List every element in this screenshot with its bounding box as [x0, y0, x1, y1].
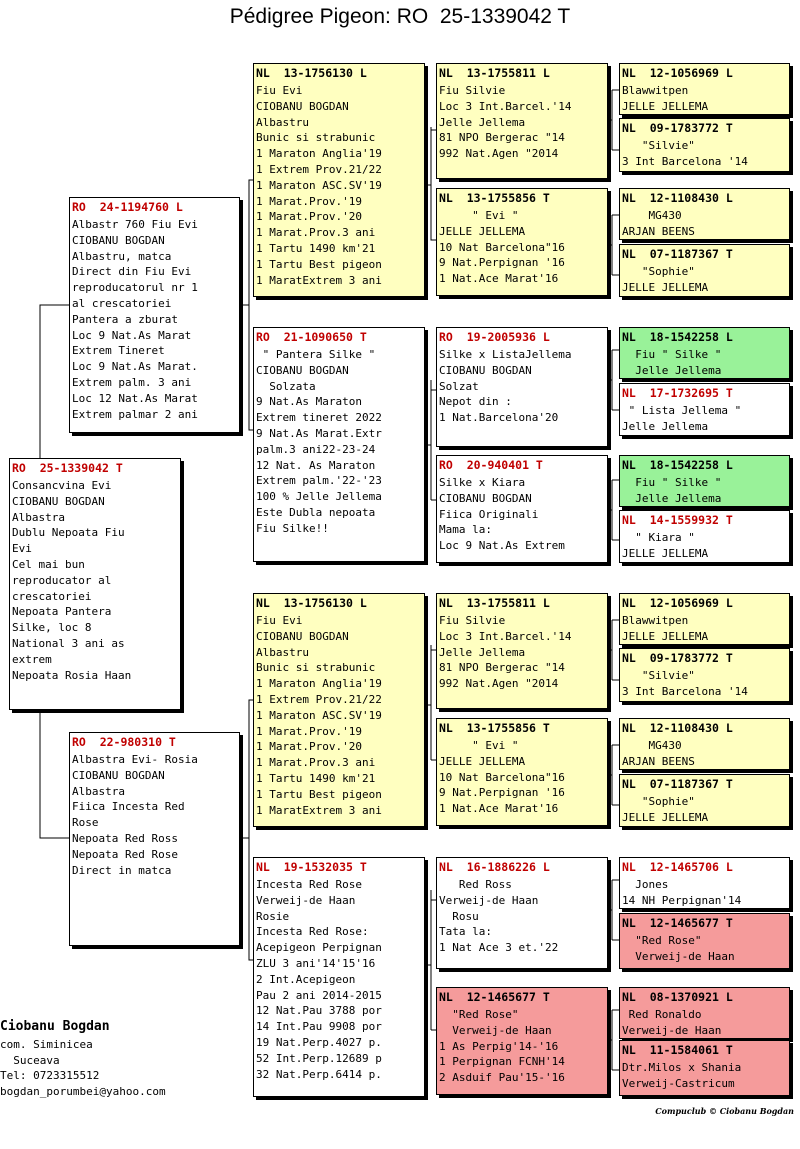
ring-number: NL 08-1370921 L [622, 990, 733, 1004]
card-line: 1 Marat.Prov.'19 [256, 194, 362, 208]
card-line: CIOBANU BOGDAN [72, 768, 165, 782]
card-line: 1 Maraton ASC.SV'19 [256, 178, 382, 192]
pedigree-card-g5[interactable] [619, 327, 790, 379]
card-lines [437, 475, 607, 554]
card-line: 1 Extrem Prov.21/22 [256, 162, 382, 176]
card-line: Rose [72, 816, 99, 830]
card-line: Rosie [256, 909, 290, 923]
card-lines [620, 1060, 789, 1091]
pedigree-card-sds[interactable] [436, 327, 608, 447]
ring-number: RO 21-1090650 T [256, 330, 367, 344]
pedigree-card-g1[interactable] [619, 63, 790, 115]
card-line: 10 Nat Barcelona"16 [439, 770, 565, 784]
card-line: 2 Asduif Pau'15-'16 [439, 1071, 565, 1085]
card-line: palm.3 ani22-23-24 [256, 442, 376, 456]
card-lines [620, 264, 789, 295]
card-line: JELLE JELLEMA [439, 754, 526, 768]
card-line: 1 Marat.Prov.'20 [256, 740, 362, 754]
card-line: Fiu Silke!! [256, 521, 329, 535]
card-line: 1 Marat.Prov.3 ani [256, 756, 376, 770]
card-lines [254, 877, 424, 1082]
card-line: CIOBANU BOGDAN [256, 363, 349, 377]
credit-footer: Compuclub © Ciobanu Bogdan [655, 1106, 794, 1116]
ring-number: NL 17-1732695 T [622, 386, 733, 400]
card-lines [254, 347, 424, 537]
pedigree-card-g14[interactable] [619, 913, 790, 969]
card-lines [620, 403, 789, 434]
card-line: Loc 9 Nat.As Marat [72, 328, 192, 342]
card-line: 1 Tartu Best pigeon [256, 257, 382, 271]
card-line: 9 Nat.As Marat.Extr [256, 426, 382, 440]
card-line: 100 % Jelle Jellema [256, 490, 382, 504]
owner-address-2: Suceava [0, 1053, 60, 1067]
ring-number: NL 13-1755811 L [439, 66, 550, 80]
pedigree-card-g11[interactable] [619, 718, 790, 770]
card-line: " Evi " [439, 209, 519, 222]
card-line: Fiu Evi [256, 614, 303, 627]
pedigree-card-ds[interactable] [253, 593, 425, 827]
card-line: 1 Maraton Anglia'19 [256, 147, 382, 161]
card-line: Jelle Jellema [622, 491, 722, 505]
ring-number: NL 07-1187367 T [622, 247, 733, 261]
card-line: Albastru [256, 645, 309, 659]
card-line: Red Ronaldo [622, 1008, 702, 1021]
card-line: Loc 12 Nat.As Marat [72, 391, 198, 405]
card-lines [10, 478, 180, 683]
card-lines [620, 877, 789, 908]
card-line: Nepot din : [439, 395, 512, 409]
owner-phone: Tel: 0723315512 [0, 1069, 100, 1082]
card-line: 1 Extrem Prov.21/22 [256, 692, 382, 706]
card-line: 12 Nat. As Maraton [256, 458, 376, 472]
card-line: JELLE JELLEMA [439, 224, 526, 238]
card-line: 9 Nat.As Maraton [256, 395, 362, 409]
pedigree-card-g13[interactable] [619, 857, 790, 909]
card-line: Loc 9 Nat.As Extrem [439, 539, 565, 553]
card-line: Nepoata Pantera [12, 605, 112, 619]
card-line: 2 Int.Acepigeon [256, 972, 356, 986]
card-lines [620, 83, 789, 114]
card-line: Tata la: [439, 925, 492, 939]
card-line: Nepoata Red Rose [72, 847, 178, 861]
pedigree-card-g8[interactable] [619, 510, 790, 563]
pedigree-card-g4[interactable] [619, 244, 790, 297]
card-line: Dtr.Milos x Shania [622, 1061, 742, 1074]
card-line: 992 Nat.Agen "2014 [439, 677, 559, 691]
ring-number: RO 19-2005936 L [439, 330, 550, 344]
card-lines [620, 208, 789, 239]
pedigree-card-ssd[interactable] [436, 188, 608, 296]
card-line: 14 Int.Pau 9908 por [256, 1020, 382, 1034]
card-lines [620, 613, 789, 644]
card-line: CIOBANU BOGDAN [256, 99, 349, 113]
card-lines [437, 877, 607, 956]
card-lines [620, 1007, 789, 1038]
card-line: 1 Perpignan FCNH'14 [439, 1055, 565, 1069]
card-line: Direct din Fiu Evi [72, 265, 192, 279]
pedigree-card-g16[interactable] [619, 1040, 790, 1096]
card-line: 9 Nat.Perpignan '16 [439, 256, 565, 270]
pedigree-card-dd[interactable] [253, 857, 425, 1097]
card-line: 12 Nat.Pau 3788 por [256, 1004, 382, 1018]
card-line: "Sophie" [622, 795, 695, 808]
card-line: Direct in matca [72, 863, 172, 877]
card-line: "Silvie" [622, 139, 695, 152]
ring-number: NL 14-1559932 T [622, 513, 733, 527]
ring-number: NL 12-1056969 L [622, 66, 733, 80]
card-line: Verweij-de Haan [439, 1023, 552, 1037]
card-line: Evi [12, 542, 32, 556]
ring-number: NL 09-1783772 T [622, 651, 733, 665]
card-lines [437, 1007, 607, 1086]
card-line: 10 Nat Barcelona"16 [439, 240, 565, 254]
card-line: " Lista Jellema " [622, 404, 742, 417]
card-lines [70, 217, 239, 422]
card-line: 1 MaratExtrem 3 ani [256, 803, 382, 817]
ring-number: NL 12-1465677 T [439, 990, 550, 1004]
card-line: Jelle Jellema [622, 363, 722, 377]
ring-number: NL 16-1886226 L [439, 860, 550, 874]
pedigree-card-subject[interactable] [9, 458, 181, 710]
ring-number: RO 24-1194760 L [72, 200, 183, 214]
card-line: 81 NPO Bergerac "14 [439, 661, 565, 675]
owner-address-1: com. Siminicea [0, 1038, 93, 1051]
card-lines [620, 794, 789, 825]
card-line: JELLE JELLEMA [622, 546, 709, 560]
card-line: Incesta Red Rose: [256, 925, 369, 939]
card-line: 14 NH Perpignan'14 [622, 893, 742, 907]
card-line: Albastra [72, 784, 125, 798]
card-line: ARJAN BEENS [622, 224, 695, 238]
ring-number: NL 19-1532035 T [256, 860, 367, 874]
ring-number: NL 18-1542258 L [622, 330, 733, 344]
card-line: Loc 9 Nat.As Marat. [72, 360, 198, 374]
ring-number: NL 12-1108430 L [622, 721, 733, 735]
card-line: 19 Nat.Perp.4027 p. [256, 1035, 382, 1049]
card-line: MG430 [622, 209, 682, 222]
card-line: Acepigeon Perpignan [256, 941, 382, 955]
card-line: MG430 [622, 739, 682, 752]
card-line: Extrem tineret 2022 [256, 411, 382, 425]
card-line: Silke, loc 8 [12, 621, 92, 635]
card-line: 52 Int.Perp.12689 p [256, 1051, 382, 1065]
pedigree-card-g2[interactable] [619, 118, 790, 172]
card-line: 1 Nat.Barcelona'20 [439, 411, 559, 425]
card-line: Loc 3 Int.Barcel.'14 [439, 629, 572, 643]
card-line: al crescatoriei [72, 296, 172, 310]
card-line: Fiu " Silke " [622, 476, 722, 489]
ring-number: NL 13-1756130 L [256, 596, 367, 610]
card-line: Fiu Evi [256, 84, 303, 97]
ring-number: RO 20-940401 T [439, 458, 543, 472]
card-line: "Silvie" [622, 669, 695, 682]
card-line: CIOBANU BOGDAN [439, 363, 532, 377]
pedigree-card-sd[interactable] [253, 327, 425, 562]
card-line: Fiu Silvie [439, 614, 506, 627]
card-line: Fiu " Silke " [622, 348, 722, 361]
card-line: CIOBANU BOGDAN [72, 233, 165, 247]
pedigree-card-g6[interactable] [619, 383, 790, 436]
ring-number: NL 11-1584061 T [622, 1043, 733, 1057]
card-line: Cel mai bun [12, 557, 85, 571]
card-line: Este Dubla nepoata [256, 505, 376, 519]
card-line: Jones [622, 878, 669, 891]
card-line: extrem [12, 652, 52, 666]
card-line: Bunic si strabunic [256, 131, 376, 145]
card-line: "Red Rose" [622, 934, 702, 947]
card-line: 81 NPO Bergerac "14 [439, 131, 565, 145]
card-line: Fiu Silvie [439, 84, 506, 97]
ring-number: NL 07-1187367 T [622, 777, 733, 791]
card-line: 1 As Perpig'14-'16 [439, 1039, 559, 1053]
ring-number: RO 25-1339042 T [12, 461, 123, 475]
ring-number: NL 13-1755811 L [439, 596, 550, 610]
card-line: Blawwitpen [622, 614, 689, 627]
pedigree-card-dds[interactable] [436, 857, 608, 969]
card-line: JELLE JELLEMA [622, 629, 709, 643]
card-lines [620, 530, 789, 561]
pedigree-card-dsd[interactable] [436, 718, 608, 826]
card-lines [620, 475, 789, 506]
card-line: ZLU 3 ani'14'15'16 [256, 956, 376, 970]
card-line: 3 Int Barcelona '14 [622, 684, 748, 698]
card-line: Loc 3 Int.Barcel.'14 [439, 99, 572, 113]
card-line: 1 Nat.Ace Marat'16 [439, 272, 559, 286]
card-line: CIOBANU BOGDAN [256, 629, 349, 643]
card-line: Mama la: [439, 523, 492, 537]
card-line: Verweij-de Haan [622, 1023, 722, 1037]
card-line: Pantera a zburat [72, 312, 178, 326]
card-line: Solzat [439, 379, 479, 393]
card-lines [254, 613, 424, 818]
card-line: Bunic si strabunic [256, 661, 376, 675]
card-lines [620, 347, 789, 378]
pedigree-card-ddd[interactable] [436, 987, 608, 1095]
owner-email[interactable]: bogdan_porumbei@yahoo.com [0, 1084, 166, 1098]
card-line: Silke x Kiara [439, 476, 526, 489]
card-line: Solzata [256, 379, 316, 393]
card-line: CIOBANU BOGDAN [12, 494, 105, 508]
card-line: Rosu [439, 909, 479, 923]
card-line: "Sophie" [622, 265, 695, 278]
ring-number: NL 12-1465677 T [622, 916, 733, 930]
card-line: reproducatorul nr 1 [72, 281, 198, 295]
card-line: 1 Marat.Prov.'19 [256, 724, 362, 738]
card-line: Extrem palm.'22-'23 [256, 474, 382, 488]
card-lines [620, 138, 789, 169]
card-line: 3 Int Barcelona '14 [622, 154, 748, 168]
owner-name: Ciobanu Bogdan [0, 1019, 110, 1034]
card-line: 1 Tartu 1490 km'21 [256, 241, 376, 255]
ring-number: NL 13-1755856 T [439, 721, 550, 735]
ring-number: NL 09-1783772 T [622, 121, 733, 135]
card-line: 1 Marat.Prov.'20 [256, 210, 362, 224]
card-line: Extrem Tineret [72, 344, 165, 358]
pedigree-card-g12[interactable] [619, 774, 790, 827]
card-line: National 3 ani as [12, 636, 125, 650]
ring-number: NL 12-1465706 L [622, 860, 733, 874]
card-line: Blawwitpen [622, 84, 689, 97]
card-lines [437, 208, 607, 287]
pedigree-card-ss[interactable] [253, 63, 425, 297]
card-line: " Evi " [439, 739, 519, 752]
card-line: Jelle Jellema [439, 115, 526, 129]
card-lines [437, 613, 607, 692]
card-line: Albastra Evi- Rosia [72, 753, 198, 766]
card-line: Albastr 760 Fiu Evi [72, 218, 198, 231]
card-lines [620, 668, 789, 699]
card-line: Fiica Incesta Red [72, 800, 185, 814]
card-line: 1 Nat Ace 3 et.'22 [439, 941, 559, 955]
card-line: 992 Nat.Agen "2014 [439, 147, 559, 161]
card-lines [437, 83, 607, 162]
ring-number: NL 12-1056969 L [622, 596, 733, 610]
card-line: Nepoata Rosia Haan [12, 668, 132, 682]
ring-number: RO 22-980310 T [72, 735, 176, 749]
card-line: CIOBANU BOGDAN [439, 491, 532, 505]
card-line: 32 Nat.Perp.6414 p. [256, 1067, 382, 1081]
card-line: crescatoriei [12, 589, 92, 603]
card-line: ARJAN BEENS [622, 754, 695, 768]
card-line: Verweij-de Haan [256, 893, 356, 907]
pedigree-card-g10[interactable] [619, 648, 790, 702]
card-line: JELLE JELLEMA [622, 280, 709, 294]
page-title: Pédigree Pigeon: RO 25-1339042 T [229, 5, 571, 28]
card-line: Consancvina Evi [12, 479, 112, 492]
card-lines [437, 738, 607, 817]
pedigree-card-g9[interactable] [619, 593, 790, 645]
card-line: Fiica Originali [439, 507, 539, 521]
pedigree-card-dss[interactable] [436, 593, 608, 709]
card-lines [620, 933, 789, 964]
ring-number: NL 13-1756130 L [256, 66, 367, 80]
ring-number: NL 13-1755856 T [439, 191, 550, 205]
card-lines [620, 738, 789, 769]
card-line: 1 Tartu 1490 km'21 [256, 771, 376, 785]
pedigree-card-g7[interactable] [619, 455, 790, 507]
card-line: Jelle Jellema [622, 419, 709, 433]
card-line: Albastru [256, 115, 309, 129]
card-lines [254, 83, 424, 288]
card-line: Incesta Red Rose [256, 878, 362, 891]
pedigree-card-sss[interactable] [436, 63, 608, 179]
card-line: Extrem palm. 3 ani [72, 375, 192, 389]
pedigree-card-g3[interactable] [619, 188, 790, 240]
card-line: Albastru, matca [72, 249, 172, 263]
card-line: 1 Marat.Prov.3 ani [256, 226, 376, 240]
card-line: Albastra [12, 510, 65, 524]
card-line: Extrem palmar 2 ani [72, 407, 198, 421]
card-line: Red Ross [439, 878, 512, 891]
card-line: 1 MaratExtrem 3 ani [256, 273, 382, 287]
pedigree-card-dam[interactable] [69, 732, 240, 946]
card-line: Verweij-de Haan [439, 893, 539, 907]
card-line: JELLE JELLEMA [622, 810, 709, 824]
card-line: 1 Maraton Anglia'19 [256, 677, 382, 691]
pedigree-card-sire[interactable] [69, 197, 240, 433]
card-line: " Pantera Silke " [256, 348, 376, 361]
pedigree-card-sdd[interactable] [436, 455, 608, 563]
card-line: 1 Nat.Ace Marat'16 [439, 802, 559, 816]
card-line: Silke x ListaJellema [439, 348, 572, 361]
card-line: Verweij-de Haan [622, 949, 735, 963]
ring-number: NL 18-1542258 L [622, 458, 733, 472]
card-line: Nepoata Red Ross [72, 831, 178, 845]
card-lines [70, 752, 239, 878]
card-line: " Kiara " [622, 531, 695, 544]
card-line: 1 Tartu Best pigeon [256, 787, 382, 801]
pedigree-card-g15[interactable] [619, 987, 790, 1039]
owner-info [0, 1017, 166, 1099]
card-line: "Red Rose" [439, 1008, 519, 1021]
card-line: Jelle Jellema [439, 645, 526, 659]
card-line: Verweij-Castricum [622, 1076, 735, 1090]
card-line: 1 Maraton ASC.SV'19 [256, 708, 382, 722]
ring-number: NL 12-1108430 L [622, 191, 733, 205]
card-lines [437, 347, 607, 426]
card-line: JELLE JELLEMA [622, 99, 709, 113]
card-line: Dublu Nepoata Fiu [12, 526, 125, 540]
card-line: 9 Nat.Perpignan '16 [439, 786, 565, 800]
card-line: reproducator al [12, 573, 112, 587]
card-line: Pau 2 ani 2014-2015 [256, 988, 382, 1002]
